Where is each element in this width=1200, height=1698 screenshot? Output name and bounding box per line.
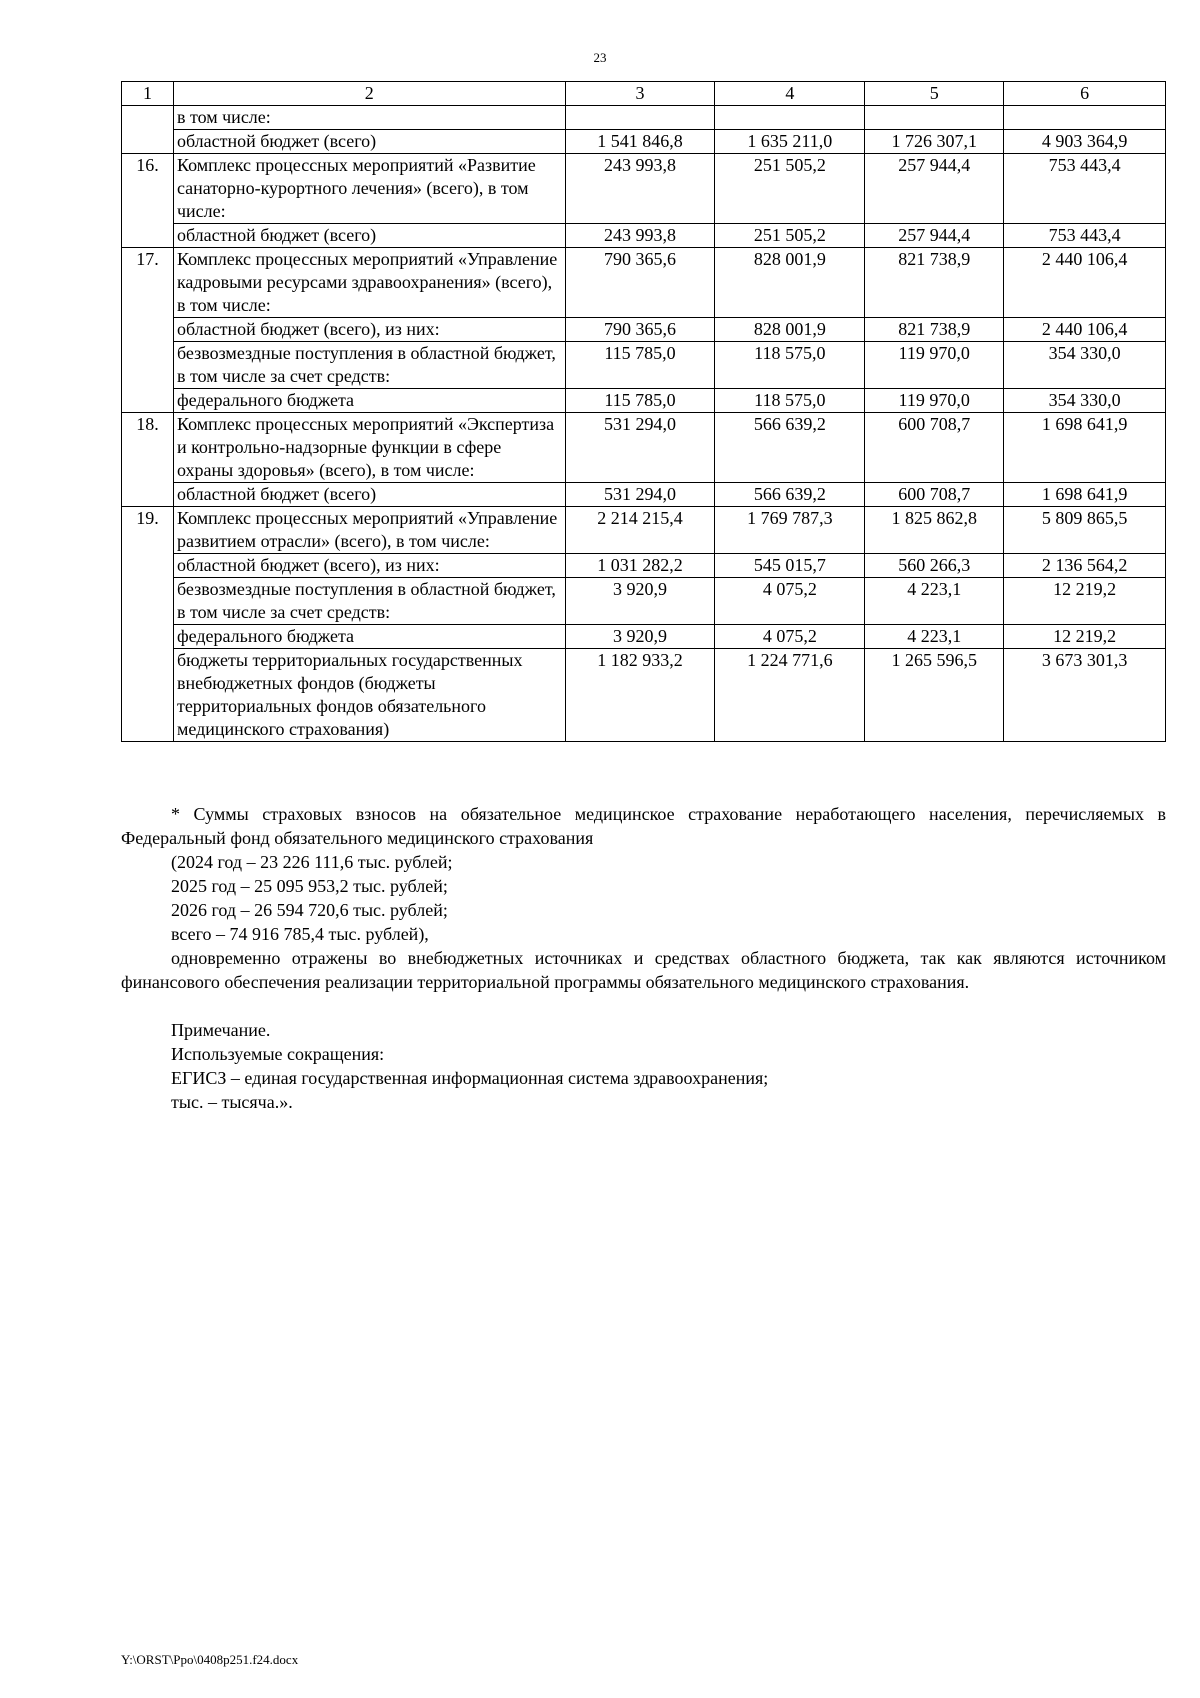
column-number: 2 <box>173 82 565 106</box>
value-cell: 821 738,9 <box>865 318 1004 342</box>
row-label: федерального бюджета <box>173 625 565 649</box>
value-cell: 828 001,9 <box>715 318 865 342</box>
column-number: 4 <box>715 82 865 106</box>
footnote-line: 2025 год – 25 095 953,2 тыс. рублей; <box>171 876 448 896</box>
row-label: федерального бюджета <box>173 389 565 413</box>
value-cell: 3 673 301,3 <box>1004 649 1166 742</box>
value-cell: 753 443,4 <box>1004 224 1166 248</box>
value-cell: 118 575,0 <box>715 342 865 389</box>
value-cell: 4 903 364,9 <box>1004 130 1166 154</box>
value-cell: 531 294,0 <box>565 483 715 507</box>
row-index: 19. <box>122 507 174 742</box>
value-cell: 243 993,8 <box>565 224 715 248</box>
value-cell: 1 769 787,3 <box>715 507 865 554</box>
value-cell: 4 223,1 <box>865 625 1004 649</box>
value-cell: 531 294,0 <box>565 413 715 483</box>
row-index <box>122 106 174 154</box>
value-cell: 12 219,2 <box>1004 625 1166 649</box>
value-cell: 828 001,9 <box>715 248 865 318</box>
notes-section <box>121 802 1166 1114</box>
row-label: безвозмездные поступления в областной бюджет, в том числе за счет средств: <box>173 342 565 389</box>
value-cell <box>865 106 1004 130</box>
table-row <box>122 154 1166 224</box>
value-cell: 1 031 282,2 <box>565 554 715 578</box>
column-number: 3 <box>565 82 715 106</box>
footnote-outro: одновременно отражены во внебюджетных источниках и средствах областного бюджета, так как являются источником финансового обеспечения реализации территориальной программы обязательного медицинского страхования. <box>121 948 1166 992</box>
row-label: безвозмездные поступления в областной бюджет, в том числе за счет средств: <box>173 578 565 625</box>
abbreviations-heading: Используемые сокращения: <box>171 1044 385 1064</box>
value-cell: 119 970,0 <box>865 342 1004 389</box>
table-row <box>122 507 1166 554</box>
row-index: 16. <box>122 154 174 248</box>
table-row <box>122 318 1166 342</box>
value-cell: 545 015,7 <box>715 554 865 578</box>
row-label: Комплекс процессных мероприятий «Развитие санаторно-курортного лечения» (всего), в том числе: <box>173 154 565 224</box>
table-row <box>122 389 1166 413</box>
note-title: Примечание. <box>171 1020 271 1040</box>
value-cell: 790 365,6 <box>565 318 715 342</box>
row-label: областной бюджет (всего), из них: <box>173 318 565 342</box>
value-cell: 753 443,4 <box>1004 154 1166 224</box>
value-cell: 2 214 215,4 <box>565 507 715 554</box>
value-cell: 1 265 596,5 <box>865 649 1004 742</box>
footnote-intro: * Суммы страховых взносов на обязательное медицинское страхование неработающего населения, перечисляемых в Федеральный фонд обязательного медицинского страхования <box>121 804 1166 848</box>
value-cell: 354 330,0 <box>1004 389 1166 413</box>
value-cell: 1 698 641,9 <box>1004 413 1166 483</box>
table-row <box>122 625 1166 649</box>
table-row <box>122 554 1166 578</box>
table-row <box>122 578 1166 625</box>
value-cell: 2 440 106,4 <box>1004 248 1166 318</box>
value-cell: 119 970,0 <box>865 389 1004 413</box>
column-number: 6 <box>1004 82 1166 106</box>
table-row <box>122 413 1166 483</box>
row-label: Комплекс процессных мероприятий «Экспертиза и контрольно-надзорные функции в сфере охраны здоровья» (всего), в том числе: <box>173 413 565 483</box>
value-cell: 4 223,1 <box>865 578 1004 625</box>
footnote-line: (2024 год – 23 226 111,6 тыс. рублей; <box>171 852 453 872</box>
footnote-line: 2026 год – 26 594 720,6 тыс. рублей; <box>171 900 448 920</box>
value-cell: 115 785,0 <box>565 389 715 413</box>
abbreviation-item: тыс. – тысяча.». <box>171 1092 293 1112</box>
column-number: 1 <box>122 82 174 106</box>
table-header-row <box>122 82 1166 106</box>
file-path: Y:\ORST\Ppo\0408p251.f24.docx <box>121 1652 299 1667</box>
value-cell: 2 440 106,4 <box>1004 318 1166 342</box>
value-cell: 1 825 862,8 <box>865 507 1004 554</box>
value-cell: 1 182 933,2 <box>565 649 715 742</box>
table-row <box>122 130 1166 154</box>
value-cell: 821 738,9 <box>865 248 1004 318</box>
footnote-line: всего – 74 916 785,4 тыс. рублей), <box>171 924 429 944</box>
table-row <box>122 248 1166 318</box>
row-label: Комплекс процессных мероприятий «Управление кадровыми ресурсами здравоохранения» (всего), в том числе: <box>173 248 565 318</box>
value-cell: 257 944,4 <box>865 224 1004 248</box>
value-cell: 251 505,2 <box>715 154 865 224</box>
table-row <box>122 483 1166 507</box>
table-row <box>122 224 1166 248</box>
column-number: 5 <box>865 82 1004 106</box>
value-cell: 5 809 865,5 <box>1004 507 1166 554</box>
value-cell: 115 785,0 <box>565 342 715 389</box>
value-cell: 12 219,2 <box>1004 578 1166 625</box>
budget-table <box>121 81 1166 742</box>
value-cell: 354 330,0 <box>1004 342 1166 389</box>
value-cell: 4 075,2 <box>715 625 865 649</box>
row-label: областной бюджет (всего) <box>173 224 565 248</box>
value-cell: 566 639,2 <box>715 483 865 507</box>
row-label: бюджеты территориальных государственных внебюджетных фондов (бюджеты территориальных фондов обязательного медицинского страхования) <box>173 649 565 742</box>
row-index: 17. <box>122 248 174 413</box>
row-label: областной бюджет (всего) <box>173 483 565 507</box>
value-cell: 566 639,2 <box>715 413 865 483</box>
value-cell: 2 136 564,2 <box>1004 554 1166 578</box>
value-cell: 243 993,8 <box>565 154 715 224</box>
spacer <box>121 994 1166 1018</box>
value-cell <box>565 106 715 130</box>
value-cell: 251 505,2 <box>715 224 865 248</box>
value-cell: 1 224 771,6 <box>715 649 865 742</box>
value-cell: 3 920,9 <box>565 625 715 649</box>
row-label: областной бюджет (всего), из них: <box>173 554 565 578</box>
page-number: 23 <box>593 50 607 65</box>
row-label: Комплекс процессных мероприятий «Управление развитием отрасли» (всего), в том числе: <box>173 507 565 554</box>
value-cell: 118 575,0 <box>715 389 865 413</box>
row-index: 18. <box>122 413 174 507</box>
value-cell: 4 075,2 <box>715 578 865 625</box>
table-row <box>122 649 1166 742</box>
budget-table-body <box>122 82 1166 742</box>
table-row <box>122 106 1166 130</box>
value-cell: 257 944,4 <box>865 154 1004 224</box>
value-cell: 790 365,6 <box>565 248 715 318</box>
value-cell: 600 708,7 <box>865 413 1004 483</box>
row-label: областной бюджет (всего) <box>173 130 565 154</box>
value-cell: 1 698 641,9 <box>1004 483 1166 507</box>
row-label: в том числе: <box>173 106 565 130</box>
value-cell <box>1004 106 1166 130</box>
value-cell <box>715 106 865 130</box>
value-cell: 1 541 846,8 <box>565 130 715 154</box>
abbreviation-item: ЕГИСЗ – единая государственная информационная система здравоохранения; <box>171 1068 769 1088</box>
value-cell: 560 266,3 <box>865 554 1004 578</box>
value-cell: 600 708,7 <box>865 483 1004 507</box>
value-cell: 1 726 307,1 <box>865 130 1004 154</box>
value-cell: 1 635 211,0 <box>715 130 865 154</box>
value-cell: 3 920,9 <box>565 578 715 625</box>
table-row <box>122 342 1166 389</box>
